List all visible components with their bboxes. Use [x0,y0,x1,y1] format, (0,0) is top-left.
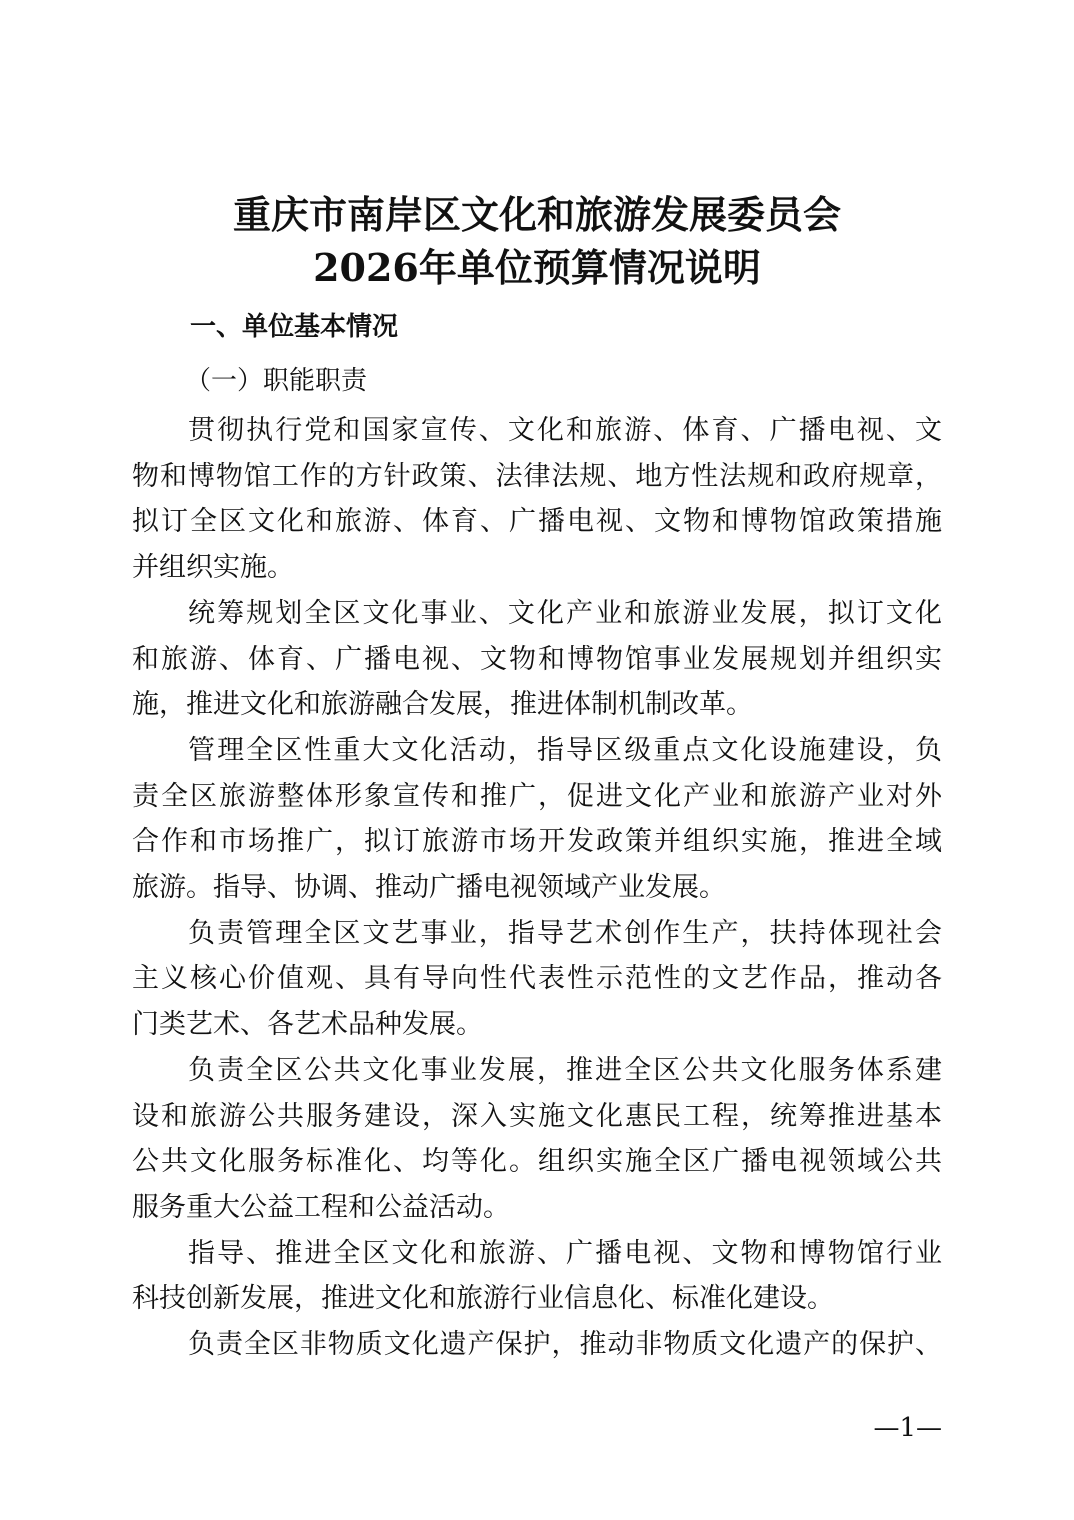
text-line: 负责全区公共文化事业发展，推进全区公共文化服务体系建 [188,1055,942,1086]
text-line: 指导、推进全区文化和旅游、广播电视、文物和博物馆行业 [188,1238,942,1269]
text-line: 负责管理全区文艺事业，指导艺术创作生产，扶持体现社会 [188,918,942,949]
text-line: 并组织实施。 [132,552,294,583]
text-line: 负责全区非物质文化遗产保护，推动非物质文化遗产的保护、 [188,1329,942,1360]
text-line: 和旅游、体育、广播电视、文物和博物馆事业发展规划并组织实 [132,644,942,675]
text-line: 设和旅游公共服务建设，深入实施文化惠民工程，统筹推进基本 [132,1101,942,1132]
text-line: 管理全区性重大文化活动，指导区级重点文化设施建设，负 [188,735,942,766]
text-line: 门类艺术、各艺术品种发展。 [132,1009,483,1040]
title-line-2: 2026年单位预算情况说明 [313,245,761,290]
text-line: 服务重大公益工程和公益活动。 [132,1192,510,1223]
text-line: 责全区旅游整体形象宣传和推广，促进文化产业和旅游产业对外 [132,781,942,812]
text-line: 合作和市场推广，拟订旅游市场开发政策并组织实施，推进全域 [132,826,942,857]
title-line-1: 重庆市南岸区文化和旅游发展委员会 [232,192,841,237]
text-line: 公共文化服务标准化、均等化。组织实施全区广播电视领域公共 [132,1146,942,1177]
text-line: 施，推进文化和旅游融合发展，推进体制机制改革。 [132,689,753,720]
page-number: —1— [873,1413,942,1443]
text-line: 拟订全区文化和旅游、体育、广播电视、文物和博物馆政策措施 [132,506,942,537]
text-line: 物和博物馆工作的方针政策、法律法规、地方性法规和政府规章， [132,461,942,492]
section-heading: 一、单位基本情况 [190,312,399,342]
text-line: 主义核心价值观、具有导向性代表性示范性的文艺作品，推动各 [132,963,942,994]
text-line: 统筹规划全区文化事业、文化产业和旅游业发展，拟订文化 [188,598,942,629]
subsection-heading: （一）职能职责 [185,366,368,396]
text-line: 贯彻执行党和国家宣传、文化和旅游、体育、广播电视、文 [188,415,942,446]
text-line: 旅游。指导、协调、推动广播电视领域产业发展。 [132,872,726,903]
text-line: 科技创新发展，推进文化和旅游行业信息化、标准化建设。 [132,1283,834,1314]
